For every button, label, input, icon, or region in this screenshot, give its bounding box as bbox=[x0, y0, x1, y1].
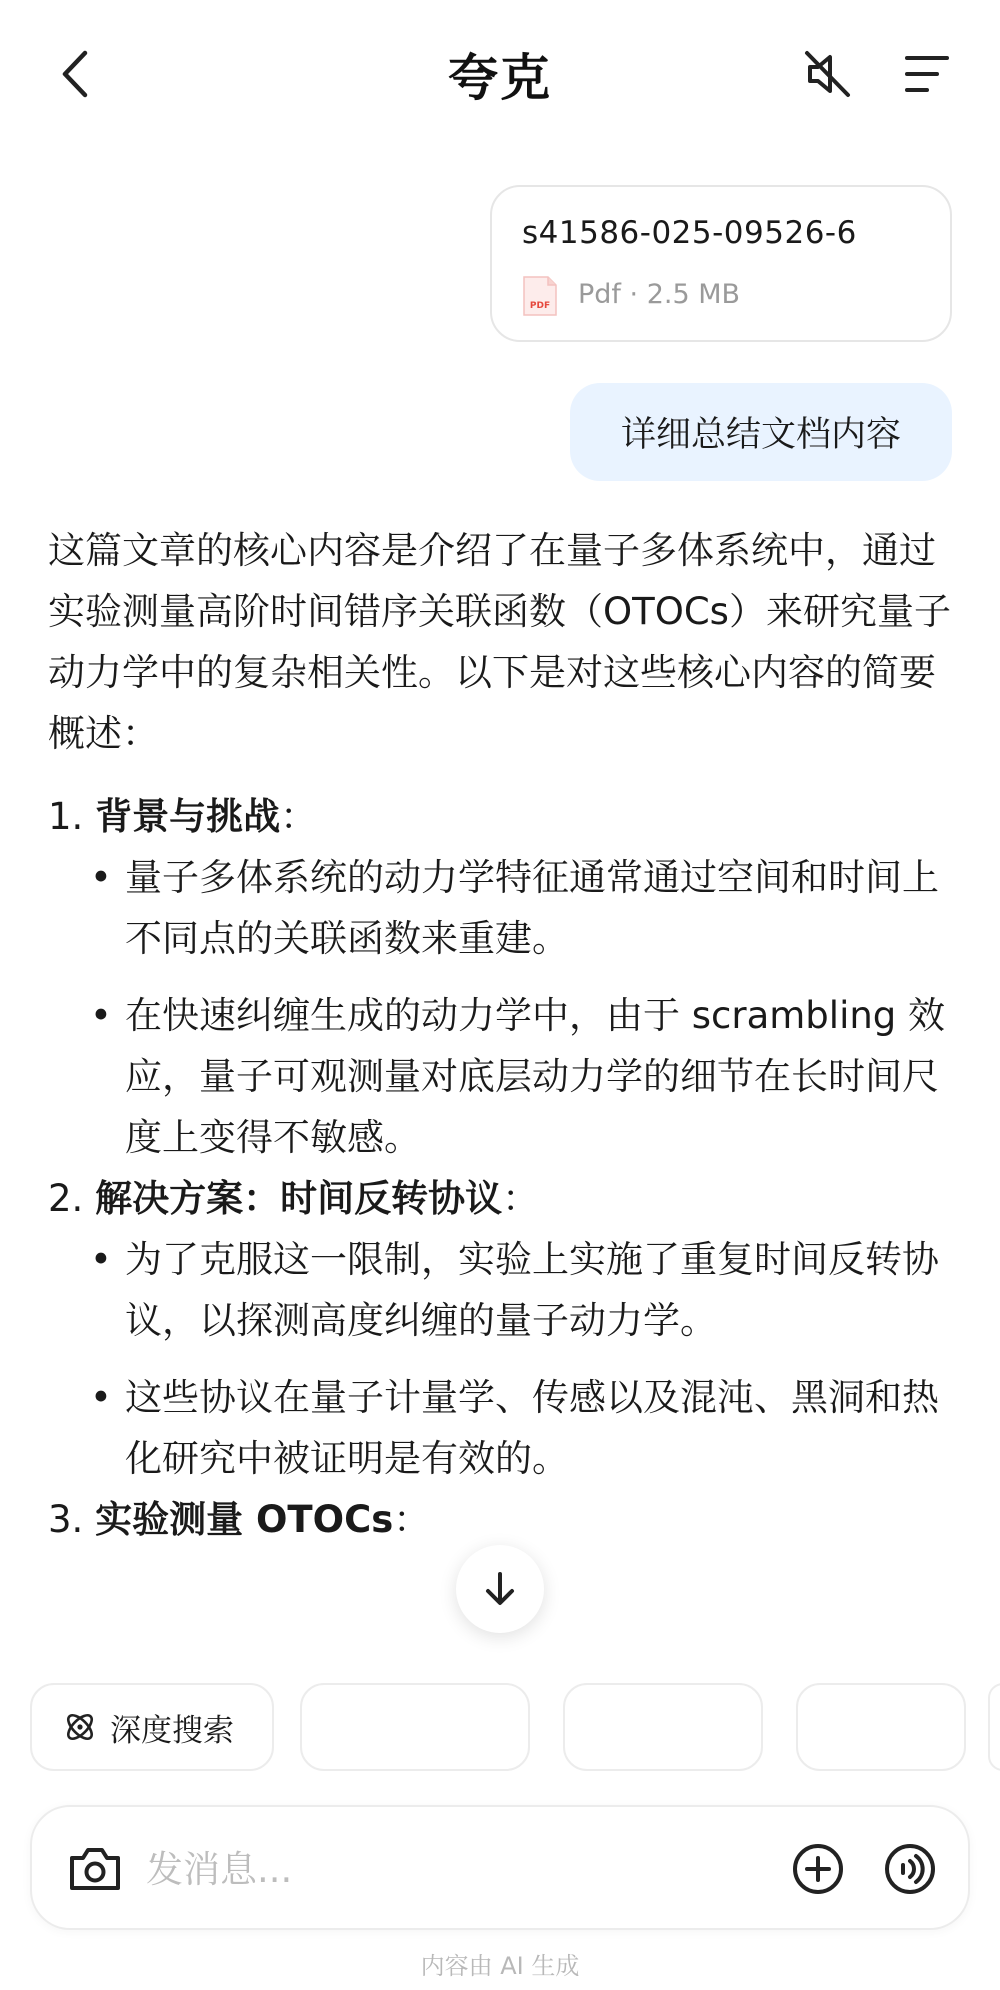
section-title: 背景与挑战 bbox=[95, 795, 281, 838]
message-input[interactable] bbox=[144, 1835, 788, 1903]
deep-search-label: 深度搜索 bbox=[110, 1712, 234, 1749]
voice-call-button[interactable] bbox=[880, 1839, 940, 1899]
svg-text:PDF: PDF bbox=[529, 301, 551, 311]
answer-intro: 这篇文章的核心内容是介绍了在量子多体系统中，通过实验测量高阶时间错序关联函数（OTOCs）来研究量子动力学中的复杂相关性。以下是对这些核心内容的简要概述： bbox=[48, 529, 951, 755]
ai-disclaimer: 内容由 AI 生成 bbox=[420, 1952, 580, 1980]
section-number: 2. bbox=[48, 1177, 84, 1220]
section-heading-3 bbox=[48, 1489, 958, 1550]
section-title: 实验测量 OTOCs bbox=[95, 1498, 394, 1541]
meta-separator: · bbox=[629, 279, 639, 310]
list-item: • 为了克服这一限制，实验上实施了重复时间反转协议，以探测高度纠缠的量子动力学。 bbox=[48, 1229, 958, 1351]
suggestion-chip[interactable] bbox=[796, 1683, 966, 1771]
menu-lines-icon bbox=[901, 52, 951, 96]
section-number: 1. bbox=[48, 795, 84, 838]
camera-button[interactable] bbox=[66, 1839, 124, 1897]
camera-icon bbox=[68, 1844, 122, 1892]
file-type: Pdf bbox=[578, 279, 621, 310]
voice-wave-icon bbox=[883, 1842, 937, 1896]
section-number: 3. bbox=[48, 1498, 84, 1541]
file-meta bbox=[578, 279, 740, 310]
atom-icon bbox=[62, 1709, 98, 1745]
file-size: 2.5 MB bbox=[646, 279, 741, 310]
arrow-down-icon bbox=[480, 1569, 520, 1609]
list-item: • 在快速纠缠生成的动力学中，由于 scrambling 效应，量子可观测量对底层动力学的细节在长时间尺度上变得不敏感。 bbox=[48, 985, 958, 1168]
speaker-muted-icon bbox=[802, 48, 854, 100]
pdf-file-icon bbox=[522, 275, 558, 317]
section-suffix: ： bbox=[280, 795, 318, 838]
file-attachment-card[interactable] bbox=[490, 185, 952, 342]
mute-button[interactable] bbox=[798, 44, 858, 104]
section-suffix: ： bbox=[502, 1177, 540, 1220]
file-name: s41586-025-09526-6 bbox=[522, 215, 857, 251]
assistant-answer bbox=[48, 520, 958, 1550]
deep-search-chip[interactable] bbox=[30, 1683, 274, 1771]
scroll-down-button[interactable] bbox=[456, 1545, 544, 1633]
message-input-bar bbox=[30, 1805, 970, 1930]
section-title: 解决方案：时间反转协议 bbox=[95, 1177, 503, 1220]
add-attachment-button[interactable] bbox=[788, 1839, 848, 1899]
user-message-bubble: 详细总结文档内容 bbox=[570, 383, 952, 481]
section-heading-2 bbox=[48, 1168, 958, 1229]
list-item: • 这些协议在量子计量学、传感以及混沌、黑洞和热化研究中被证明是有效的。 bbox=[48, 1367, 958, 1489]
plus-circle-icon bbox=[791, 1842, 845, 1896]
suggestion-chip[interactable] bbox=[563, 1683, 763, 1771]
section-1-bullets bbox=[48, 847, 958, 1168]
suggestion-chip[interactable] bbox=[300, 1683, 530, 1771]
suggestion-chip[interactable] bbox=[988, 1683, 1000, 1771]
section-suffix: ： bbox=[393, 1498, 431, 1541]
list-item: • 量子多体系统的动力学特征通常通过空间和时间上不同点的关联函数来重建。 bbox=[48, 847, 958, 969]
page-title: 夸克 bbox=[448, 49, 552, 107]
section-2-bullets bbox=[48, 1229, 958, 1489]
section-heading-1 bbox=[48, 786, 958, 847]
top-bar bbox=[0, 0, 1000, 150]
menu-button[interactable] bbox=[896, 44, 956, 104]
